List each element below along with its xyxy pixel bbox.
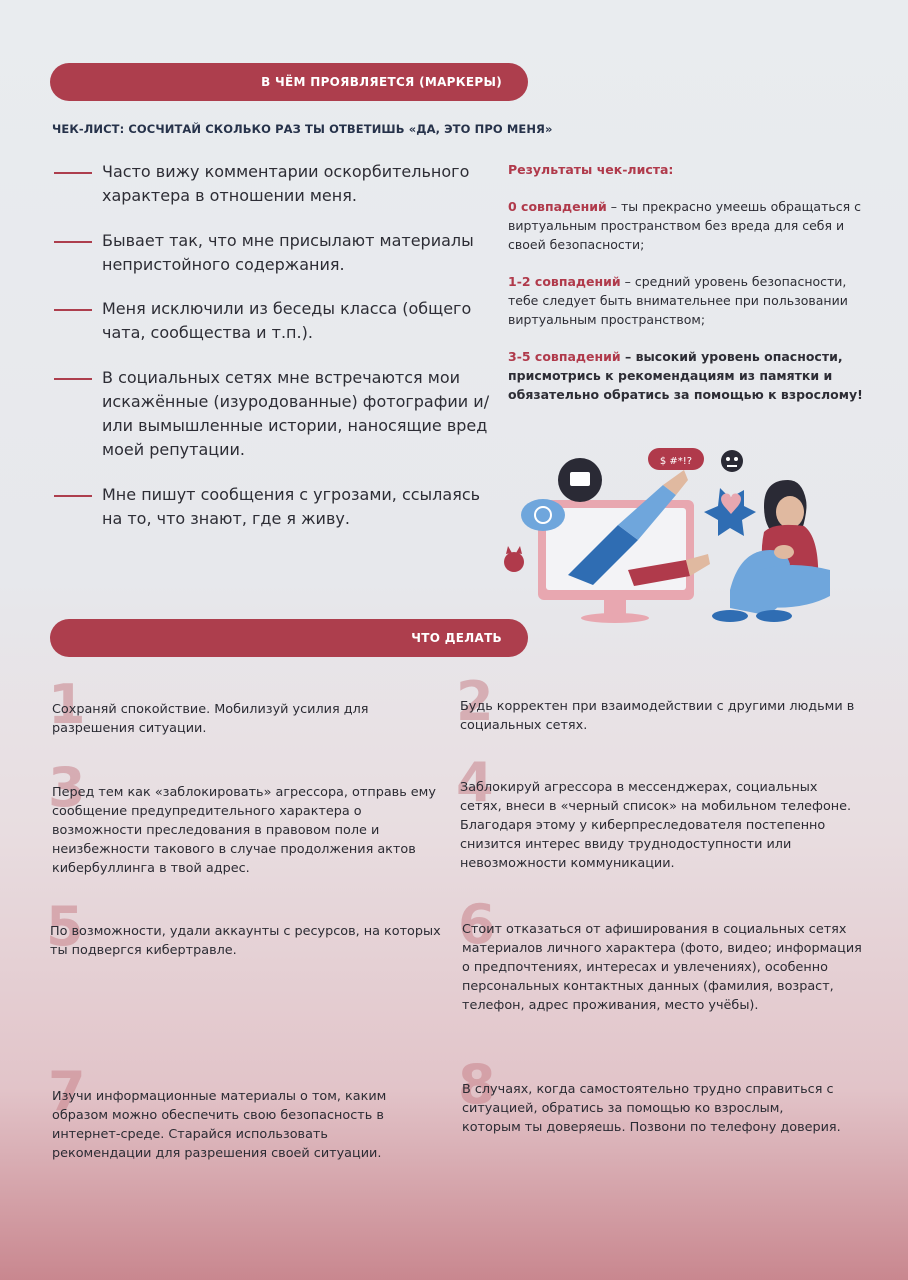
swear-bubble-text: $ #*!? [659,456,693,467]
step-number: 6 [458,893,496,956]
dash-icon [54,241,92,243]
step-text: Изучи информационные материалы о том, каким образом можно обеспечить свою безопасность в интернет-среде. Старайся использовать рекомендации для разрешения своей ситуации. [52,1089,387,1161]
what-to-do-header [50,619,528,657]
result-label: 3-5 совпадений [508,349,621,364]
markers-header [50,63,528,101]
step-item [48,756,444,878]
step-text: Будь корректен при взаимодействии с другими людьми в социальных сетях. [460,699,855,733]
result-label: 1-2 совпадений [508,274,621,289]
step-text: Перед тем как «заблокировать» агрессора, отправь ему сообщение предупредительного характера о возможности преследования в правовом поле и неизбежности такового в случае продолжения актов кибербуллинга в твой адрес. [52,785,436,876]
swear-bubble-icon [648,448,704,470]
search-bubble-icon [521,499,565,531]
step-number: 5 [46,895,84,958]
what-to-do-header-label: ЧТО ДЕЛАТЬ [411,631,502,645]
step-item [456,670,860,735]
step-item [48,673,412,738]
marker-text: В социальных сетях мне встречаются мои искажённые (изуродованные) фотографии и/или вымышленные истории, наносящие вред моей репутации. [102,368,490,459]
result-item [508,197,868,254]
results-title: Результаты чек-листа: [508,162,674,177]
marker-text: Меня исключили из беседы класса (общего чата, сообщества и т.п.). [102,299,472,342]
marker-item [54,297,494,345]
result-text: – высокий уровень опасности, присмотрись к рекомендациям из памятки и обязательно обратись за помощью к взрослому! [508,349,863,402]
dash-icon [54,378,92,380]
result-item [508,347,868,404]
marker-text: Мне пишут сообщения с угрозами, ссылаясь на то, что знают, где я живу. [102,485,481,528]
devil-face-icon [504,546,524,572]
marker-item [54,483,494,531]
result-text: – ты прекрасно умеешь обращаться с виртуальным пространством без вреда для себя и своей безопасности; [508,199,861,252]
marker-text: Часто вижу комментарии оскорбительного характера в отношении меня. [102,162,470,205]
dash-icon [54,309,92,311]
checklist-results [508,160,868,422]
step-number: 2 [456,670,494,733]
marker-item [54,366,494,462]
step-number: 4 [456,751,494,814]
step-text: Стоит отказаться от афиширования в социальных сетях материалов личного характера (фото, видео; информация о предпочтениях, интересах и увлечениях), особенно персональных контактных данных (фамилия, возраст, телефон, адрес проживания, место учёбы). [462,922,862,1013]
step-item [458,893,862,1015]
step-item [456,751,860,873]
broken-heart-icon [704,488,756,536]
step-item [46,895,446,960]
step-number: 1 [48,673,86,736]
marker-text: Бывает так, что мне присылают материалы непристойного содержания. [102,231,474,274]
marker-item [54,229,494,277]
thumbs-down-icon [558,458,602,502]
step-number: 3 [48,756,86,819]
step-text: Сохраняй спокойствие. Мобилизуй усилия для разрешения ситуации. [52,702,369,736]
step-item [458,1053,842,1137]
dash-icon [54,172,92,174]
dash-icon [54,495,92,497]
angry-face-icon [721,450,743,472]
step-item [48,1060,412,1163]
step-text: В случаях, когда самостоятельно трудно справиться с ситуацией, обратись за помощью ко взрослым, которым ты доверяешь. Позвони по телефону доверия. [462,1082,841,1135]
cyberbullying-illustration [498,440,848,640]
checklist-title: ЧЕК-ЛИСТ: СОСЧИТАЙ СКОЛЬКО РАЗ ТЫ ОТВЕТИШЬ «ДА, ЭТО ПРО МЕНЯ» [52,122,553,136]
step-number: 7 [48,1060,86,1123]
step-text: По возможности, удали аккаунты с ресурсов, на которых ты подвергся кибертравле. [50,924,441,958]
step-text: Заблокируй агрессора в мессенджерах, социальных сетях, внеси в «черный список» на мобильном телефоне. Благодаря этому у киберпреследователя постепенно снизится интерес ввиду труднодоступности или невозможности коммуникации. [460,780,852,871]
step-number: 8 [458,1053,496,1116]
markers-header-label: В ЧЁМ ПРОЯВЛЯЕТСЯ (МАРКЕРЫ) [261,75,502,89]
result-label: 0 совпадений [508,199,607,214]
result-item [508,272,868,329]
result-text: – средний уровень безопасности, тебе следует быть внимательнее при пользовании виртуальным пространством; [508,274,848,327]
marker-item [54,160,494,208]
